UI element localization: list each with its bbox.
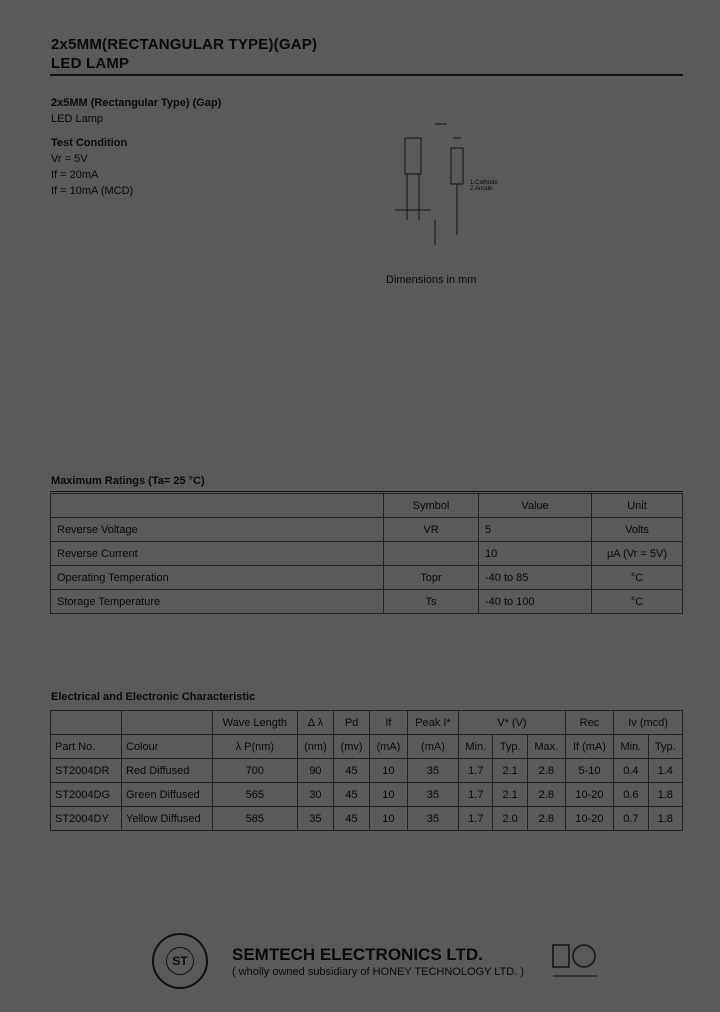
data-cell: 2.8 bbox=[527, 783, 565, 807]
product-type: LED Lamp bbox=[51, 113, 103, 125]
table-row bbox=[51, 759, 683, 783]
cathode-note: 1.Cathode 2.Anode bbox=[470, 180, 498, 192]
header-cell bbox=[51, 711, 122, 735]
data-cell: 700 bbox=[213, 759, 298, 783]
data-cell: 1.4 bbox=[648, 759, 682, 783]
header-cell: V* (V) bbox=[459, 711, 566, 735]
test-condition-3: If = 10mA (MCD) bbox=[51, 185, 134, 197]
data-cell: 1.8 bbox=[648, 783, 682, 807]
part-no-cell: ST2004DY bbox=[51, 807, 122, 831]
data-cell: 30 bbox=[297, 783, 333, 807]
data-cell: 35 bbox=[297, 807, 333, 831]
param-cell: Reverse Voltage bbox=[51, 518, 384, 542]
data-cell: 1.7 bbox=[459, 759, 493, 783]
unit-cell: °C bbox=[592, 590, 683, 614]
symbol-cell: VR bbox=[384, 518, 479, 542]
page-title: 2x5MM(RECTANGULAR TYPE)(GAP) bbox=[51, 36, 318, 53]
data-cell: 2.1 bbox=[493, 759, 527, 783]
param-cell: Storage Temperature bbox=[51, 590, 384, 614]
data-cell: 565 bbox=[213, 783, 298, 807]
data-cell: 0.4 bbox=[614, 759, 648, 783]
header-cell: Typ. bbox=[648, 735, 682, 759]
data-cell: 35 bbox=[407, 807, 458, 831]
header-cell: (nm) bbox=[297, 735, 333, 759]
header-cell bbox=[122, 711, 213, 735]
test-condition-2: If = 20mA bbox=[51, 169, 99, 181]
data-cell: 35 bbox=[407, 783, 458, 807]
data-cell: 585 bbox=[213, 807, 298, 831]
header-cell: Wave Length bbox=[213, 711, 298, 735]
table-row bbox=[51, 542, 683, 566]
header-cell: Value bbox=[479, 494, 592, 518]
data-cell: 10 bbox=[369, 807, 407, 831]
header-cell: Colour bbox=[122, 735, 213, 759]
header-cell: Min. bbox=[459, 735, 493, 759]
colour-cell: Red Diffused bbox=[122, 759, 213, 783]
data-cell: 90 bbox=[297, 759, 333, 783]
header-cell: Peak I* bbox=[407, 711, 458, 735]
company-logo bbox=[152, 933, 208, 989]
data-cell: 0.7 bbox=[614, 807, 648, 831]
colour-cell: Yellow Diffused bbox=[122, 807, 213, 831]
electrical-table bbox=[50, 710, 683, 831]
part-no-cell: ST2004DR bbox=[51, 759, 122, 783]
table-row bbox=[51, 518, 683, 542]
max-ratings-rule bbox=[50, 491, 683, 492]
header-cell: Rec bbox=[565, 711, 613, 735]
company-subtitle: ( wholly owned subsidiary of HONEY TECHNOLOGY LTD. ) bbox=[232, 966, 525, 978]
data-cell: 2.8 bbox=[527, 807, 565, 831]
max-ratings-table bbox=[50, 493, 683, 614]
data-cell: 10 bbox=[369, 783, 407, 807]
header-cell: λ P(nm) bbox=[213, 735, 298, 759]
symbol-cell: Topr bbox=[384, 566, 479, 590]
company-name: SEMTECH ELECTRONICS LTD. bbox=[232, 945, 483, 964]
value-cell: -40 to 100 bbox=[479, 590, 592, 614]
data-cell: 5-10 bbox=[565, 759, 613, 783]
data-cell: 1.8 bbox=[648, 807, 682, 831]
page-subtitle: LED LAMP bbox=[51, 55, 130, 72]
unit-cell: µA (Vr = 5V) bbox=[592, 542, 683, 566]
table-row bbox=[51, 783, 683, 807]
data-cell: 45 bbox=[334, 759, 370, 783]
header-cell bbox=[51, 494, 384, 518]
header-cell: If bbox=[369, 711, 407, 735]
table-row bbox=[51, 590, 683, 614]
unit-cell: Volts bbox=[592, 518, 683, 542]
data-cell: 35 bbox=[407, 759, 458, 783]
table-header-row bbox=[51, 711, 683, 735]
header-cell: (mA) bbox=[369, 735, 407, 759]
test-condition-heading: Test Condition bbox=[51, 137, 128, 149]
table-header-row bbox=[51, 494, 683, 518]
header-cell: Typ. bbox=[493, 735, 527, 759]
symbol-cell bbox=[384, 542, 479, 566]
data-cell: 10 bbox=[369, 759, 407, 783]
header-cell: Δ λ bbox=[297, 711, 333, 735]
value-cell: 5 bbox=[479, 518, 592, 542]
part-no-cell: ST2004DG bbox=[51, 783, 122, 807]
param-cell: Operating Temperation bbox=[51, 566, 384, 590]
param-cell: Reverse Current bbox=[51, 542, 384, 566]
value-cell: 10 bbox=[479, 542, 592, 566]
logo-mark: ST bbox=[172, 954, 188, 968]
table-row bbox=[51, 807, 683, 831]
header-cell: Unit bbox=[592, 494, 683, 518]
symbol-cell: Ts bbox=[384, 590, 479, 614]
header-cell: Symbol bbox=[384, 494, 479, 518]
header-cell: Part No. bbox=[51, 735, 122, 759]
colour-cell: Green Diffused bbox=[122, 783, 213, 807]
data-cell: 10-20 bbox=[565, 807, 613, 831]
test-condition-1: Vr = 5V bbox=[51, 153, 88, 165]
data-cell: 0.6 bbox=[614, 783, 648, 807]
product-name: 2x5MM (Rectangular Type) (Gap) bbox=[51, 97, 222, 109]
header-cell: If (mA) bbox=[565, 735, 613, 759]
header-cell: Pd bbox=[334, 711, 370, 735]
header-cell: Iv (mcd) bbox=[614, 711, 683, 735]
table-header-row bbox=[51, 735, 683, 759]
unit-cell: °C bbox=[592, 566, 683, 590]
header-cell: Min. bbox=[614, 735, 648, 759]
dimensions-caption: Dimensions in mm bbox=[386, 274, 477, 286]
electrical-heading: Electrical and Electronic Characteristic bbox=[51, 691, 256, 703]
certification-mark-icon bbox=[551, 943, 599, 981]
led-front-body bbox=[405, 138, 421, 174]
data-cell: 10-20 bbox=[565, 783, 613, 807]
led-side-body bbox=[451, 148, 463, 184]
value-cell: -40 to 85 bbox=[479, 566, 592, 590]
data-cell: 1.7 bbox=[459, 807, 493, 831]
data-cell: 2.0 bbox=[493, 807, 527, 831]
data-cell: 1.7 bbox=[459, 783, 493, 807]
data-cell: 45 bbox=[334, 807, 370, 831]
header-cell: Max. bbox=[527, 735, 565, 759]
table-row bbox=[51, 566, 683, 590]
header-cell: (mA) bbox=[407, 735, 458, 759]
data-cell: 45 bbox=[334, 783, 370, 807]
header-cell: (mv) bbox=[334, 735, 370, 759]
data-cell: 2.1 bbox=[493, 783, 527, 807]
max-ratings-heading: Maximum Ratings (Ta= 25 °C) bbox=[51, 475, 205, 487]
data-cell: 2.8 bbox=[527, 759, 565, 783]
header-rule bbox=[50, 74, 683, 76]
